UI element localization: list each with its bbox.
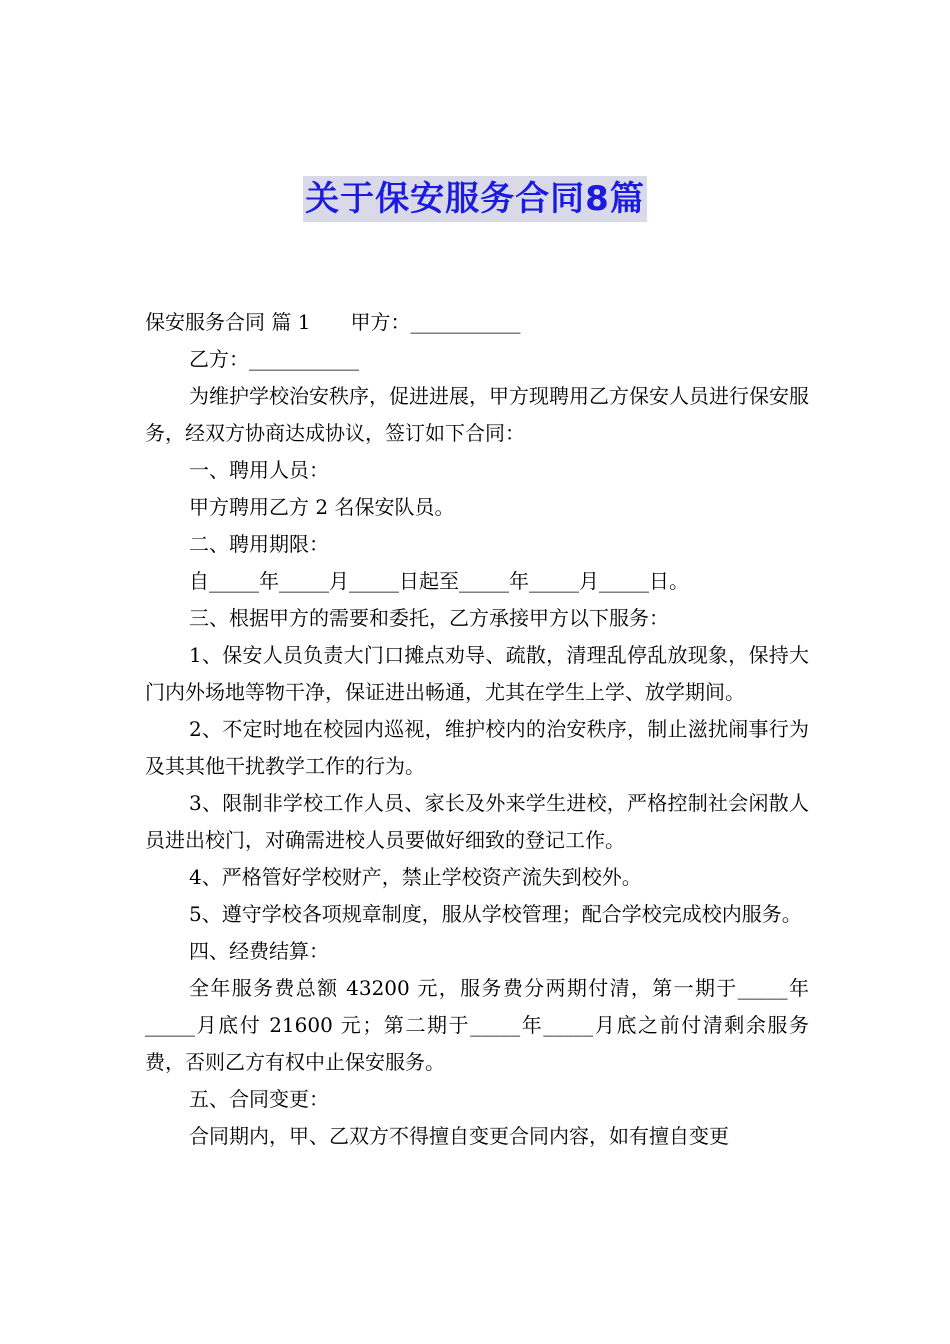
section-heading-changes: 五、合同变更： xyxy=(189,1087,329,1111)
party-b-line: 乙方：___________ xyxy=(189,347,359,371)
service-item-5: 5、遵守学校各项规章制度，服从学校管理；配合学校完成校内服务。 xyxy=(189,902,802,926)
service-item-3: 3、限制非学校工作人员、家长及外来学生进校，严格控制社会闲散人员进出校门，对确需进校人员要做好细致的登记工作。 xyxy=(145,791,809,852)
paragraph-changes: 合同期内，甲、乙双方不得擅自变更合同内容，如有擅自变更 xyxy=(189,1124,729,1148)
section-heading-fees: 四、经费结算： xyxy=(189,939,329,963)
service-item-2: 2、不定时地在校园内巡视，维护校内的治安秩序，制止滋扰闹事行为及其其他干扰教学工作的行为。 xyxy=(145,717,809,778)
section-heading-term: 二、聘用期限： xyxy=(189,532,329,556)
title-container xyxy=(0,176,950,222)
paragraph-personnel: 甲方聘用乙方 2 名保安队员。 xyxy=(189,495,455,519)
first-line xyxy=(145,304,809,341)
contract-heading: 保安服务合同 篇 1 xyxy=(145,310,311,334)
paragraph-term: 自_____年_____月_____日起至_____年_____月_____日。 xyxy=(189,569,689,593)
section-heading-personnel: 一、聘用人员： xyxy=(189,458,329,482)
service-item-4: 4、严格管好学校财产，禁止学校资产流失到校外。 xyxy=(189,865,642,889)
party-a-line: 甲方：___________ xyxy=(350,310,521,334)
paragraph-intro: 为维护学校治安秩序，促进进展，甲方现聘用乙方保安人员进行保安服务，经双方协商达成协议，签订如下合同： xyxy=(145,384,809,445)
document-body xyxy=(145,304,809,1155)
section-heading-services: 三、根据甲方的需要和委托，乙方承接甲方以下服务： xyxy=(189,606,669,630)
paragraph-fees: 全年服务费总额 43200 元，服务费分两期付清，第一期于_____年_____月底付 21600 元；第二期于_____年_____月底之前付清剩余服务费，否则乙方有权中止保安服务。 xyxy=(145,976,809,1074)
service-item-1: 1、保安人员负责大门口摊点劝导、疏散，清理乱停乱放现象，保持大门内外场地等物干净，保证进出畅通，尤其在学生上学、放学期间。 xyxy=(145,643,809,704)
document-title: 关于保安服务合同8篇 xyxy=(303,176,647,222)
